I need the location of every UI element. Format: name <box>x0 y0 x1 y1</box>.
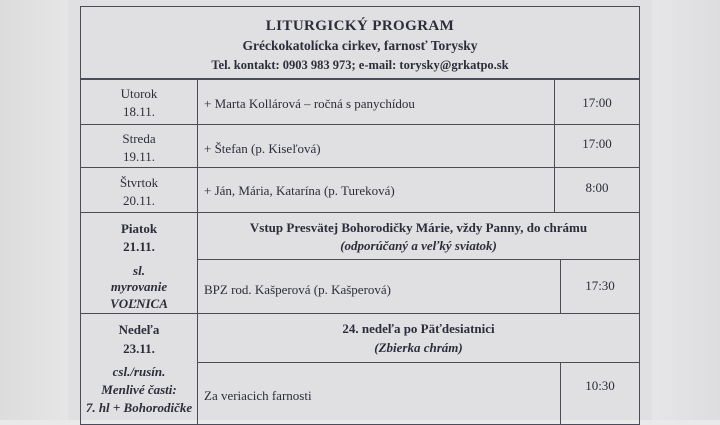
intention-text: + Marta Kollárová – ročná s panychídou <box>204 96 415 111</box>
date-label: 21.11. <box>123 239 155 254</box>
date-label: 19.11. <box>122 149 156 164</box>
day-label: Utorok <box>120 86 158 101</box>
intention-text: + Ján, Mária, Katarína (p. Tureková) <box>204 183 395 198</box>
parish-name: Gréckokatolícka cirkev, farnosť Torysky <box>242 38 478 53</box>
liturgy-note: myrovanie <box>110 279 168 294</box>
feast-note: (Zbierka chrám) <box>374 340 463 355</box>
day-label: Streda <box>122 131 156 146</box>
intention-text: + Štefan (p. Kiseľová) <box>204 141 321 156</box>
date-label: 18.11. <box>122 104 156 119</box>
day-label: Štvrtok <box>119 175 159 190</box>
feast-title: Vstup Presvätej Bohorodičky Márie, vždy Panny, do chrámu <box>249 220 588 235</box>
intention-text: BPZ rod. Kašperová (p. Kašperová) <box>204 282 392 297</box>
liturgy-note: Menlivé časti: <box>101 382 177 397</box>
liturgy-note: VOĽNICA <box>110 296 168 311</box>
day-label: Piatok <box>120 221 158 236</box>
intention-text: Za veriacich farnosti <box>204 388 312 403</box>
time-text: 10:30 <box>585 378 615 393</box>
time-text: 17:30 <box>585 278 615 293</box>
page-title: LITURGICKÝ PROGRAM <box>265 18 455 34</box>
liturgy-note: sl. <box>133 263 145 278</box>
contact-info: Tel. kontakt: 0903 983 973; e-mail: torysky@grkatpo.sk <box>211 58 509 72</box>
time-text: 8:00 <box>585 180 609 195</box>
day-label: Nedeľa <box>118 322 160 337</box>
feast-note: (odporúčaný a veľký sviatok) <box>340 238 497 253</box>
liturgy-note: csl./rusín. <box>112 364 166 379</box>
liturgy-note: 7. hl + Bohorodičke <box>85 400 193 415</box>
program-sheet <box>68 0 652 420</box>
time-text: 17:00 <box>582 136 612 151</box>
background-right <box>648 0 720 420</box>
date-label: 20.11. <box>122 193 156 208</box>
time-text: 17:00 <box>582 95 612 110</box>
background-left <box>0 0 70 420</box>
date-label: 23.11. <box>123 341 155 356</box>
feast-title: 24. nedeľa po Päťdesiatnici <box>342 321 495 336</box>
